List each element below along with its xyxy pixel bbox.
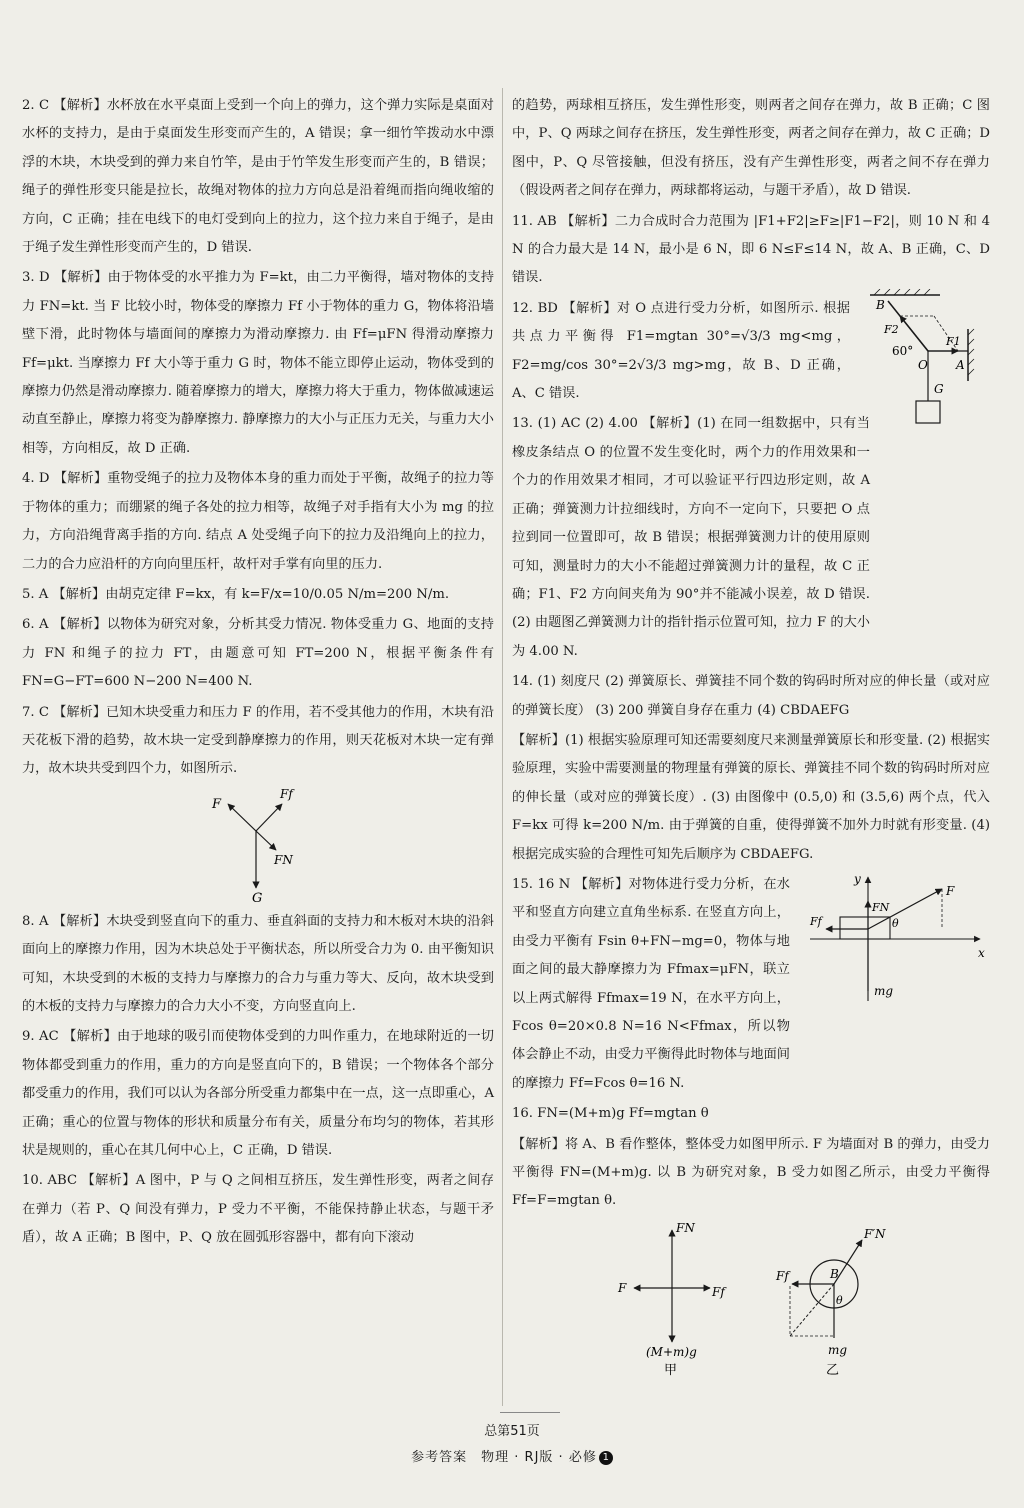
svg-text:A: A bbox=[956, 357, 965, 372]
series-text: 参考答案 物理 · RJ版 · 必修 bbox=[411, 1450, 597, 1465]
label-F: F bbox=[212, 796, 222, 812]
answer-item-12-block bbox=[512, 295, 990, 409]
answer-item-10-cont: 的趋势，两球相互挤压，发生弹性形变，则两者之间存在弹力，故 B 正确；C 图中，P、Q 两球之间存在挤压，发生弹性形变，两者之间存在弹力，故 C 正确；D 图中，P、Q 尽管接触，但没有挤压，没有产生弹性形变，两者之间不存在弹力（假设两者之间存在弹力，两球都将运动，与题干矛盾），故 D 错误. bbox=[512, 98, 990, 199]
svg-text:60°: 60° bbox=[892, 343, 914, 358]
answer-item-4: 4. D 【解析】重物受绳子的拉力及物体本身的重力而处于平衡，故绳子的拉力等于物体的重力；而绷紧的绳子各处的拉力相等，故绳子对手指有大小为 mg 的拉力，方向沿绳背离手指的方向. 结点 A 处受绳子向下的拉力及沿绳向上的拉力，二力的合力应沿杆的方向向里压杆，故杆对手掌有向里的压力. bbox=[22, 471, 494, 572]
left-column bbox=[22, 92, 494, 1255]
svg-text:F: F bbox=[946, 883, 955, 898]
answer-item-15-block bbox=[512, 871, 990, 1098]
svg-text:G: G bbox=[934, 381, 944, 396]
label-FN: FN bbox=[274, 852, 293, 867]
svg-text:B: B bbox=[830, 1266, 839, 1281]
right-column bbox=[512, 92, 990, 1378]
label-G: G bbox=[252, 890, 263, 906]
answer-item-14: 14. (1) 刻度尺 (2) 弹簧原长、弹簧挂不同个数的钩码时所对应的伸长量（或对应的弹簧长度） (3) 200 弹簧自身存在重力 (4) CBDAEFG bbox=[512, 674, 990, 718]
svg-text:F: F bbox=[618, 1280, 627, 1295]
figure-15-force-diagram bbox=[800, 871, 990, 1011]
svg-text:Ff: Ff bbox=[810, 914, 822, 928]
svg-text:θ: θ bbox=[836, 1293, 843, 1307]
figure-12-force-diagram bbox=[860, 289, 990, 439]
svg-text:甲: 甲 bbox=[664, 1362, 678, 1378]
answer-item-6: 6. A 【解析】以物体为研究对象，分析其受力情况. 物体受重力 G、地面的支持力 FN 和绳子的拉力 FT，由题意可知 FT=200 N，根据平衡条件有 FN=G−FT=600 N−200 N=400 N. bbox=[22, 617, 494, 690]
figure-16-block bbox=[512, 1218, 990, 1378]
answer-item-5: 5. A 【解析】由胡克定律 F=kx，有 k=F/x=10/0.05 N/m=200 N/m. bbox=[22, 586, 450, 602]
svg-text:F′N: F′N bbox=[864, 1226, 886, 1241]
answer-item-16-analysis: 【解析】将 A、B 看作整体，整体受力如图甲所示. F 为墙面对 B 的弹力，由受力平衡得 FN=(M+m)g. 以 B 为研究对象，B 受力如图乙所示，由受力平衡得 Ff=F=mgtan θ. bbox=[512, 1136, 990, 1209]
svg-text:F1: F1 bbox=[946, 334, 961, 348]
svg-text:Ff: Ff bbox=[776, 1268, 789, 1283]
answer-item-7: 7. C 【解析】已知木块受重力和压力 F 的作用，若不受其他力的作用，木块有沿天花板下滑的趋势，故木块一定受到静摩擦力的作用，则天花板对木块一定有弹力，故木块共受到四个力，如图所示. bbox=[22, 704, 494, 777]
svg-text:FN: FN bbox=[872, 900, 890, 914]
svg-text:F2: F2 bbox=[884, 322, 899, 336]
answer-item-13: 13. (1) AC (2) 4.00 【解析】(1) 在同一组数据中，只有当橡皮条结点 O 的位置不发生变化时，两个力的作用效果和一个力的作用效果才相同，才可以验证平行四边形定则，故 A 正确；弹簧测力计拉细线时，方向不一定向下，只要把 O 点拉到同一位置即可，故 B 错误；根据弹簧测力计的使用原则可知，测量时力的大小不能超过弹簧测力计的量程，故 C 正确；F1、F2 方向间夹角为 90°并不能减小误差，故 D 错误. (2) 由题图乙弹簧测力计的指针指示位置可知，拉力 F 的大小为 4.00 N. bbox=[512, 416, 870, 659]
svg-text:Ff: Ff bbox=[712, 1284, 725, 1299]
figure-7-force-diagram bbox=[198, 786, 318, 906]
svg-text:乙: 乙 bbox=[826, 1362, 840, 1378]
answer-item-14-analysis: 【解析】(1) 根据实验原理可知还需要刻度尺来测量弹簧原长和形变量. (2) 根据实验原理，实验中需要测量的物理量有弹簧的原长、弹簧挂不同个数的钩码时所对应的伸长量（或对应的弹簧长度）. (3) 由图像中 (0.5,0) 和 (3.5,6) 两个点，代入 F=kx 可得 k=200 N/m. 由于弹簧的自重，使得弹簧不加外力时就有形变量. (4) 根据完成实验的合理性可知先后顺序为 CBDAEFG. bbox=[512, 732, 990, 862]
column-divider bbox=[502, 88, 503, 1406]
label-Ff: Ff bbox=[280, 786, 293, 801]
svg-text:O: O bbox=[918, 357, 928, 372]
svg-text:y: y bbox=[854, 871, 861, 886]
answer-item-3: 3. D 【解析】由于物体受的水平推力为 F=kt，由二力平衡得，墙对物体的支持力 FN=kt. 当 F 比较小时，物体受的摩擦力 Ff 小于物体的重力 G，物体将沿墙壁下滑，此时物体与墙面间的摩擦力为滑动摩擦力. 由 Ff=μFN 得滑动摩擦力 Ff=μkt. 当摩擦力 Ff 大小等于重力 G 时，物体不能立即停止运动，物体受到的摩擦力仍然是滑动摩擦力. 随着摩擦力的增大，摩擦力将大于重力，物体做减速运动直至静止，摩擦力将变为静摩擦力. 静摩擦力的大小与正压力无关，与重力大小相等，方向相反，故 D 正确. bbox=[22, 270, 494, 456]
answer-item-11: 11. AB 【解析】二力合成时合力范围为 |F1+F2|≥F≥|F1−F2|，则 10 N 和 4 N 的合力最大是 14 N，最小是 6 N，即 6 N≤F≤14 N，故 A、B 正确，C、D 错误. bbox=[512, 213, 990, 286]
answer-item-12: 12. BD 【解析】对 O 点进行受力分析，如图所示. 根据共点力平衡得 F1=mgtan 30°=√3/3 mg<mg，F2=mg/cos 30°=2√3/3 mg>mg，故 B、D 正确，A、C 错误. bbox=[512, 300, 850, 402]
answer-item-15: 15. 16 N 【解析】对物体进行受力分析，在水平和竖直方向建立直角坐标系. 在竖直方向上，由受力平衡有 Fsin θ+FN−mg=0，物体与地面之间的最大静摩擦力为 Ffmax=μFN，联立以上两式解得 Ffmax=19 N，在水平方向上，Fcos θ=20×0.8 N=16 N<Ffmax，所以物体会静止不动，由受力平衡得此时物体与地面间的摩擦力 Ff=Fcos θ=16 N. bbox=[512, 876, 790, 1091]
figure-16-yi bbox=[772, 1218, 892, 1378]
answer-item-8: 8. A 【解析】木块受到竖直向下的重力、垂直斜面的支持力和木板对木块的沿斜面向上的摩擦力作用，因为木块总处于平衡状态，所以所受合力为 0. 由平衡知识可知，木块受到的木板的支持力与摩擦力的合力与重力等大、反向，故木块受到的木板的支持力与摩擦力的合力大小不变，方向竖直向上. bbox=[22, 913, 494, 1014]
svg-text:mg: mg bbox=[874, 983, 894, 998]
answer-item-16: 16. FN=(M+m)g Ff=mgtan θ bbox=[512, 1106, 709, 1122]
footer-rule bbox=[500, 1412, 560, 1413]
series-label bbox=[0, 1446, 1024, 1465]
svg-text:B: B bbox=[876, 297, 885, 312]
svg-text:θ: θ bbox=[892, 916, 899, 930]
page-number: 总第51页 bbox=[484, 1424, 540, 1439]
svg-text:(M+m)g: (M+m)g bbox=[646, 1344, 697, 1359]
answer-item-9: 9. AC 【解析】由于地球的吸引而使物体受到的力叫作重力，在地球附近的一切物体都受到重力的作用，重力的方向是竖直向下的，B 错误；一个物体各个部分都受重力的作用，我们可以认为各部分所受重力都集中在一点，这一点即重心，A 正确；重心的位置与物体的形状和质量分布有关，质量分布均匀的物体，若其形状是规则的，重心在其几何中心上，C 正确，D 错误. bbox=[22, 1029, 494, 1158]
figure-16-jia bbox=[612, 1218, 732, 1378]
svg-text:mg: mg bbox=[828, 1342, 848, 1357]
answer-item-2: 2. C 【解析】水杯放在水平桌面上受到一个向上的弹力，这个弹力实际是桌面对水杯的支持力，是由于桌面发生形变而产生的，A 错误；拿一细竹竿拨动水中漂浮的木块，木块受到的弹力来自竹竿，是由于竹竿发生形变而产生的，B 错误；绳子的弹性形变只能是拉长，故绳对物体的拉力方向总是沿着绳而指向绳收缩的方向，C 正确；挂在电线下的电灯受到向上的拉力，这个拉力来自于绳子，是由于绳子发生弹性形变而产生的，D 错误. bbox=[22, 98, 494, 256]
answer-item-10: 10. ABC 【解析】A 图中，P 与 Q 之间相互挤压，发生弹性形变，两者之间存在弹力（若 P、Q 间没有弹力，P 受力不平衡，不能保持静止状态，与题干矛盾），故 A 正确；B 图中，P、Q 放在圆弧形容器中，都有向下滚动 bbox=[22, 1173, 494, 1246]
volume-badge: 1 bbox=[599, 1451, 613, 1465]
svg-text:x: x bbox=[978, 945, 985, 960]
svg-text:FN: FN bbox=[676, 1220, 695, 1235]
